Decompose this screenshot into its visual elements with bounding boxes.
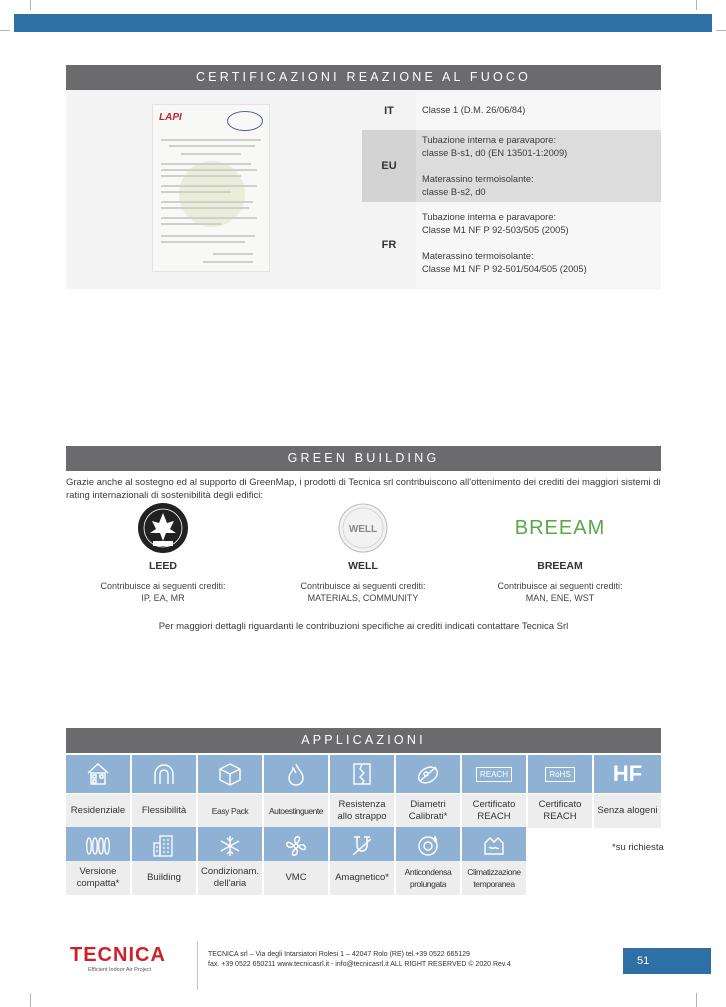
app-label: Anticondensa prolungata	[396, 861, 460, 895]
green-building-intro: Grazie anche al sostegno ed al supporto di GreenMap, i prodotti di Tecnica srl contribuiscono all'ottenimento dei crediti dei maggiori sistemi di rating internazionali di sostenibilità degli edifici:	[66, 477, 661, 501]
app-label: Residenziale	[66, 794, 130, 828]
cert-text: Tubazione interna e paravapore:	[422, 212, 557, 222]
green-building-title: GREEN BUILDING	[66, 446, 661, 471]
svg-text:WELL: WELL	[348, 524, 378, 535]
footer-line-2: fax. +39 0522 650211 www.tecnicasrl.it - info@tecnicasrl.it ALL RIGHT RESERVED © 2020 Rev.4	[208, 961, 511, 968]
house-icon	[66, 755, 130, 793]
app-label: Autoestinguente	[264, 794, 328, 828]
app-label: Condizionam. dell'aria	[198, 861, 262, 895]
certifications-title: CERTIFICAZIONI REAZIONE AL FUOCO	[66, 65, 661, 90]
tecnica-logo: TECNICA	[70, 944, 166, 966]
halogen-free-icon: HF	[594, 755, 661, 793]
cert-text: Classe 1 (D.M. 26/06/84)	[422, 105, 526, 115]
cert-code: FR	[362, 202, 416, 288]
breeam-logo-icon: BREEAM	[514, 516, 606, 539]
app-label: Easy Pack	[198, 794, 262, 828]
footer-divider	[197, 942, 198, 990]
cert-row-it	[362, 92, 661, 130]
applications-title: APPLICAZIONI	[66, 728, 661, 753]
building-icon	[132, 827, 196, 865]
app-label: Resistenza allo strappo	[330, 794, 394, 828]
app-label: Building	[132, 861, 196, 895]
app-label: Amagnetico*	[330, 861, 394, 895]
green-building-note: Per maggiori dettagli riguardanti le contribuzioni specifiche ai crediti indicati contattare Tecnica Srl	[158, 621, 569, 632]
app-label: Diametri Calibrati*	[396, 794, 460, 828]
cert-text: Materassino termoisolante:	[422, 251, 534, 261]
top-accent-bar	[14, 14, 712, 32]
box-icon	[198, 755, 262, 793]
cert-text: classe B-s2, d0	[422, 187, 486, 197]
leed-column	[68, 502, 258, 604]
cert-text: Tubazione interna e paravapore:	[422, 135, 557, 145]
tear-icon	[330, 755, 394, 793]
app-label: Climatizzazione temporanea	[462, 861, 526, 895]
breeam-credits: MAN, ENE, WST	[525, 592, 595, 603]
lapi-logo: LAPI	[159, 112, 182, 123]
well-logo-icon	[268, 502, 458, 554]
certifications-table	[66, 90, 661, 289]
cert-code: IT	[362, 92, 416, 130]
certificate-document-image	[152, 104, 270, 272]
page-number: 51	[623, 948, 711, 974]
fan-icon	[264, 827, 328, 865]
certification-seal-icon	[227, 111, 263, 131]
condensation-icon	[396, 827, 460, 865]
snowflake-icon	[198, 827, 262, 865]
well-name: WELL	[348, 560, 378, 572]
diameter-icon	[396, 755, 460, 793]
brand-tagline: Efficient Indoor Air Project	[88, 967, 152, 973]
flame-icon	[264, 755, 328, 793]
breeam-column	[465, 502, 655, 604]
applications-note: *su richiesta	[612, 842, 664, 853]
cert-text: classe B-s1, d0 (EN 13501-1:2009)	[422, 148, 568, 158]
cert-text: Classe M1 NF P 92-503/505 (2005)	[422, 225, 569, 235]
flexible-duct-icon	[132, 755, 196, 793]
app-label: Certificato REACH	[462, 794, 526, 828]
well-credits-label: Contribuisce ai seguenti crediti:	[300, 581, 426, 591]
cert-text: Materassino termoisolante:	[422, 174, 534, 184]
cert-code: EU	[362, 130, 416, 202]
rohs-icon: RoHS	[528, 755, 592, 793]
leed-credits-label: Contribuisce ai seguenti crediti:	[100, 581, 226, 591]
temporary-climate-icon	[462, 827, 526, 865]
footer-contacts	[208, 950, 511, 970]
compact-icon	[66, 827, 130, 865]
magnet-icon	[330, 827, 394, 865]
app-label: Certificato REACH	[528, 794, 592, 828]
cert-text: Classe M1 NF P 92-501/504/505 (2005)	[422, 264, 587, 274]
footer-line-1: TECNICA srl – Via degli Intarsiatori Rolesi 1 – 42047 Rolo (RE) tel.+39 0522 665129	[208, 951, 470, 958]
well-credits: MATERIALS, COMMUNITY	[307, 592, 419, 603]
app-label: Flessibilità	[132, 794, 196, 828]
leed-logo-icon	[68, 502, 258, 554]
leed-name: LEED	[148, 560, 177, 572]
breeam-name: BREEAM	[537, 560, 583, 572]
breeam-credits-label: Contribuisce ai seguenti crediti:	[497, 581, 623, 591]
cert-row-fr	[362, 202, 661, 288]
app-label: VMC	[264, 861, 328, 895]
reach-icon: REACH	[462, 755, 526, 793]
leed-credits: IP, EA, MR	[141, 592, 185, 603]
app-label: Versione compatta*	[66, 861, 130, 895]
app-label: Senza alogeni	[594, 794, 661, 828]
well-column	[268, 502, 458, 604]
cert-row-eu	[362, 130, 661, 202]
